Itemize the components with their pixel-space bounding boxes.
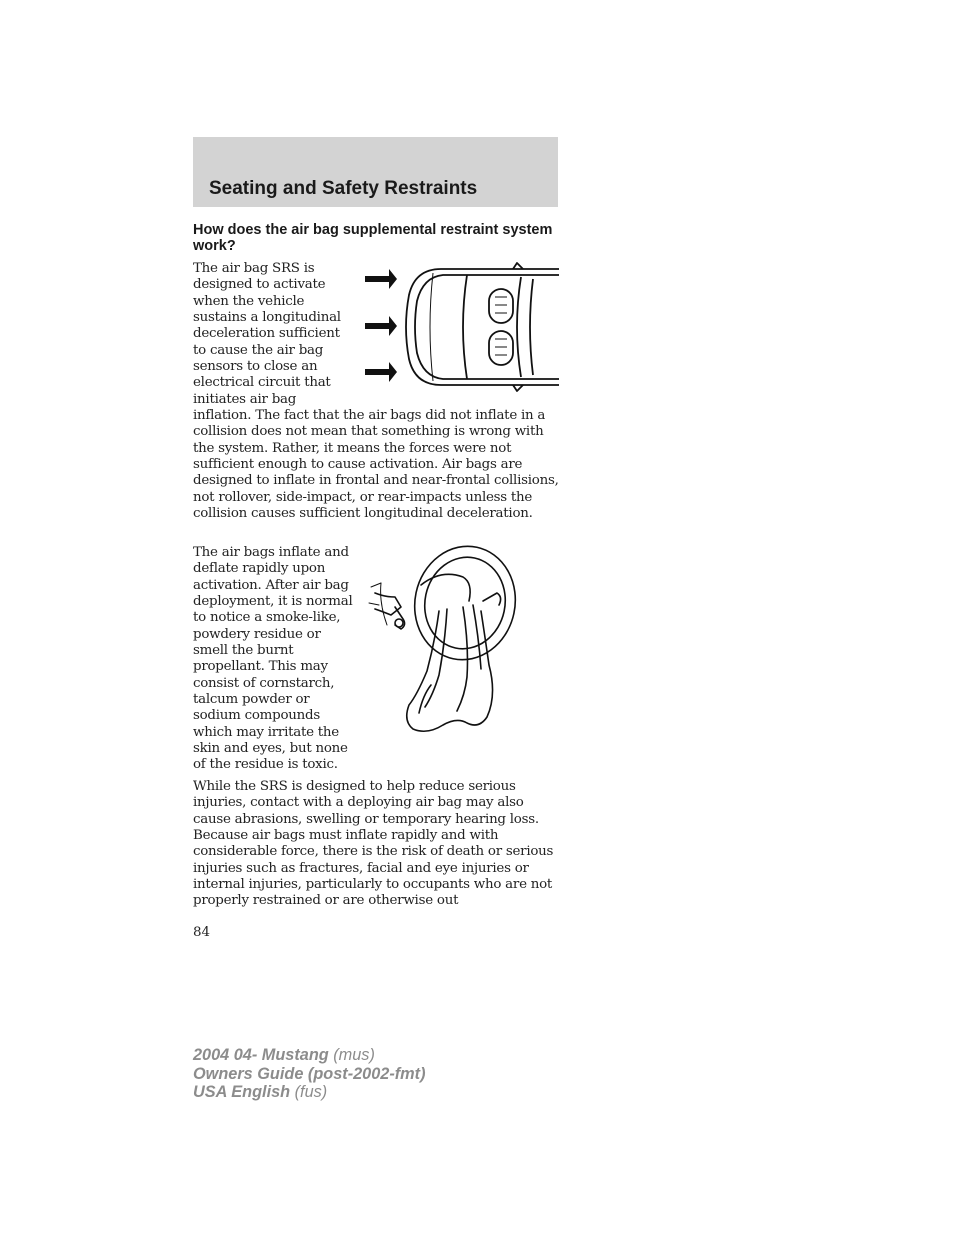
footer-line-2	[193, 1065, 426, 1084]
footer-line-3	[193, 1083, 426, 1102]
page-number: 84	[193, 925, 211, 940]
steering-wheel-airbag-icon	[361, 545, 559, 742]
footer-line-1	[193, 1046, 426, 1065]
subheading: How does the air bag supplemental restraint system work?	[193, 222, 553, 254]
section-banner	[193, 137, 558, 207]
footer-language: USA English	[193, 1083, 291, 1101]
paragraph-2	[193, 545, 559, 774]
paragraph-3-text: While the SRS is designed to help reduce serious injuries, contact with a deploying air bag may also cause abrasions, swelling or temporary hearing loss. Because air bags must inflate rapidly and with considerable force, there is the risk of death or serious injuries such as fractures, facial and eye injuries or internal injuries, particularly to occupants who are not properly restrained or are otherwise out	[193, 779, 554, 909]
section-title: Seating and Safety Restraints	[209, 178, 478, 199]
paragraph-1-text: The air bag SRS is designed to activate when the vehicle sustains a longitudinal deceleration sufficient to cause the air bag sensors to close an electrical circuit that initiates air bag inflation. The fact that the air bags did not inflate in a collision does not mean that something is wrong with the system. Rather, it means the forces were not sufficient enough to cause activation. Air bags are designed to inflate in frontal and near-frontal collisions, not rollover, side-impact, or rear-impacts unless the collision causes sufficient longitudinal deceleration.	[193, 261, 559, 522]
footer-guide: Owners Guide (post-2002-fmt)	[193, 1064, 426, 1083]
document-footer	[193, 1046, 426, 1102]
paragraph-3	[193, 779, 559, 910]
car-frontal-impact-icon	[363, 261, 559, 408]
footer-model: 2004 04- Mustang	[193, 1046, 329, 1064]
footer-model-code: (mus)	[333, 1046, 375, 1064]
footer-language-code: (fus)	[294, 1083, 328, 1101]
paragraph-2-text: The air bags inflate and deflate rapidly upon activation. After air bag deployment, it is normal to notice a smoke-like, powdery residue or smell the burnt propellant. This may consist of cornstarch, talcum powder or sodium compounds which may irritate the skin and eyes, but none of the residue is toxic.	[193, 545, 353, 773]
paragraph-1	[193, 261, 559, 523]
